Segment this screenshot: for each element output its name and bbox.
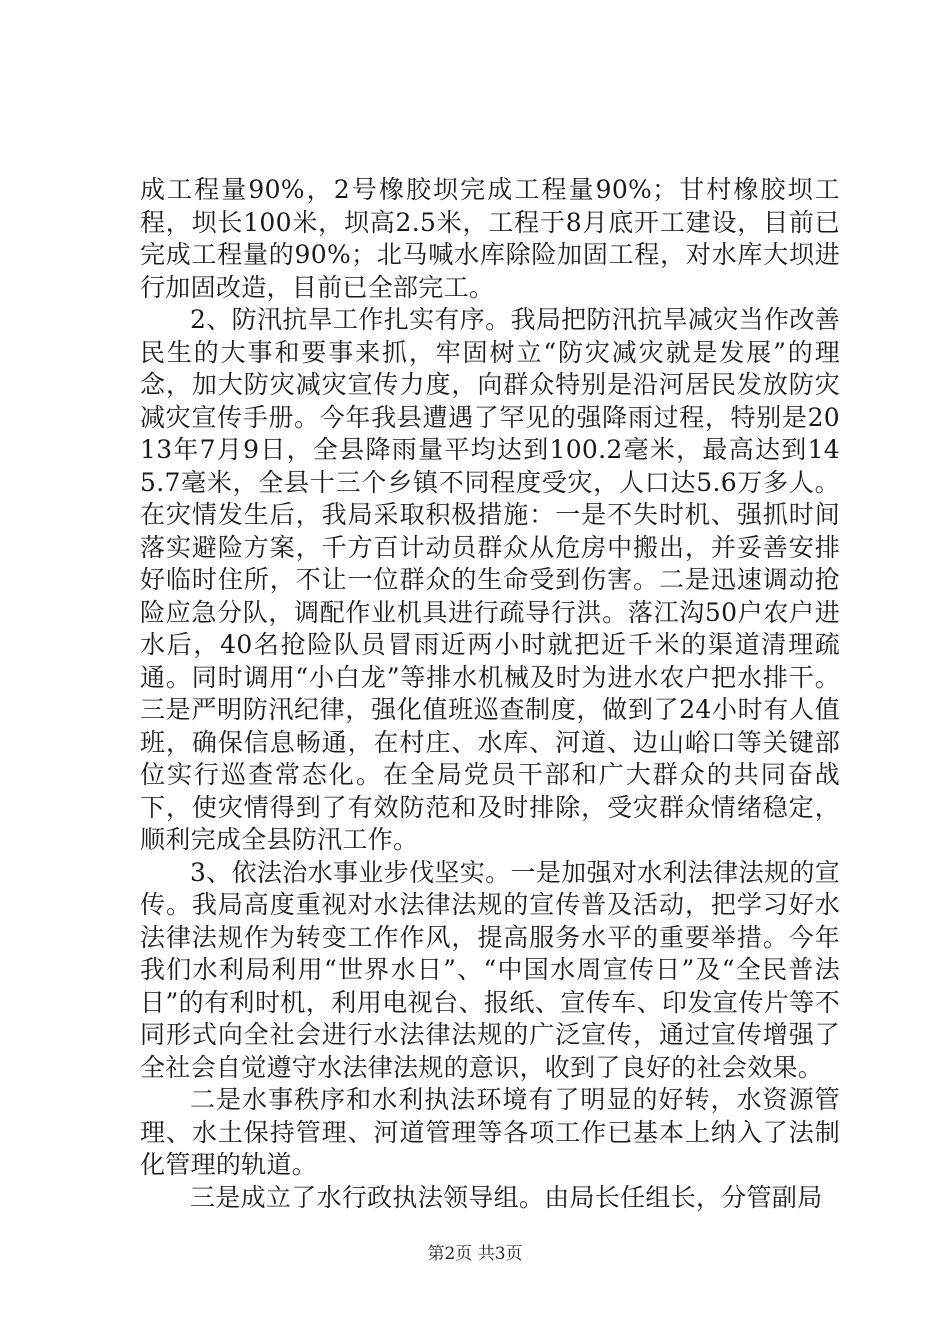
document-body	[140, 174, 840, 1214]
paragraph-flood-control: 2、防汛抗旱工作扎实有序。我局把防汛抗旱减灾当作改善民生的大事和要事来抓，牢固树立“防灾减灾就是发展”的理念，加大防灾减灾宣传力度，向群众特别是沿河居民发放防灾减灾宣传手册。今年我县遭遇了罕见的强降雨过程，特别是2013年7月9日，全县降雨量平均达到100.2毫米，最高达到145.7毫米，全县十三个乡镇不同程度受灾，人口达5.6万多人。在灾情发生后，我局采取积极措施：一是不失时机、强抓时间落实避险方案，千方百计动员群众从危房中搬出，并妥善安排好临时住所，不让一位群众的生命受到伤害。二是迅速调动抢险应急分队，调配作业机具进行疏导行洪。落江沟50户农户进水后，40名抢险队员冒雨近两小时就把近千米的渠道清理疏通。同时调用“小白龙”等排水机械及时为进水农户把水排干。三是严明防汛纪律，强化值班巡查制度，做到了24小时有人值班，确保信息畅通，在村庄、水库、河道、边山峪口等关键部位实行巡查常态化。在全局党员干部和广大群众的共同奋战下，使灾情得到了有效防范和及时排除，受灾群众情绪稳定，顺利完成全县防汛工作。	[140, 305, 840, 854]
page-number-footer: 第2页 共3页	[427, 1244, 523, 1264]
paragraph-enforcement-group: 三是成立了水行政执法领导组。由局长任组长，分管副局	[190, 1182, 823, 1212]
paragraph-water-law: 3、依法治水事业步伐坚实。一是加强对水利法律法规的宣传。我局高度重视对水法律法规的宣传普及活动，把学习好水法律法规作为转变工作作风，提高服务水平的重要举措。今年我们水利局利用“世界水日”、“中国水周宣传日”及“全民普法日”的有利时机，利用电视台、报纸、宣传车、印发宣传片等不同形式向全社会进行水法律法规的广泛宣传，通过宣传增强了全社会自觉遵守水法律法规的意识，收到了良好的社会效果。	[140, 857, 840, 1082]
paragraph-project-progress: 成工程量90%，2号橡胶坝完成工程量90%；甘村橡胶坝工程，坝长100米，坝高2.5米，工程于8月底开工建设，目前已完成工程量的90%；北马喊水库除险加固工程，对水库大坝进行加固改造，目前已全部完工。	[140, 175, 840, 302]
paragraph-water-order: 二是水事秩序和水利执法环境有了明显的好转，水资源管理、水土保持管理、河道管理等各项工作已基本上纳入了法制化管理的轨道。	[140, 1085, 840, 1179]
